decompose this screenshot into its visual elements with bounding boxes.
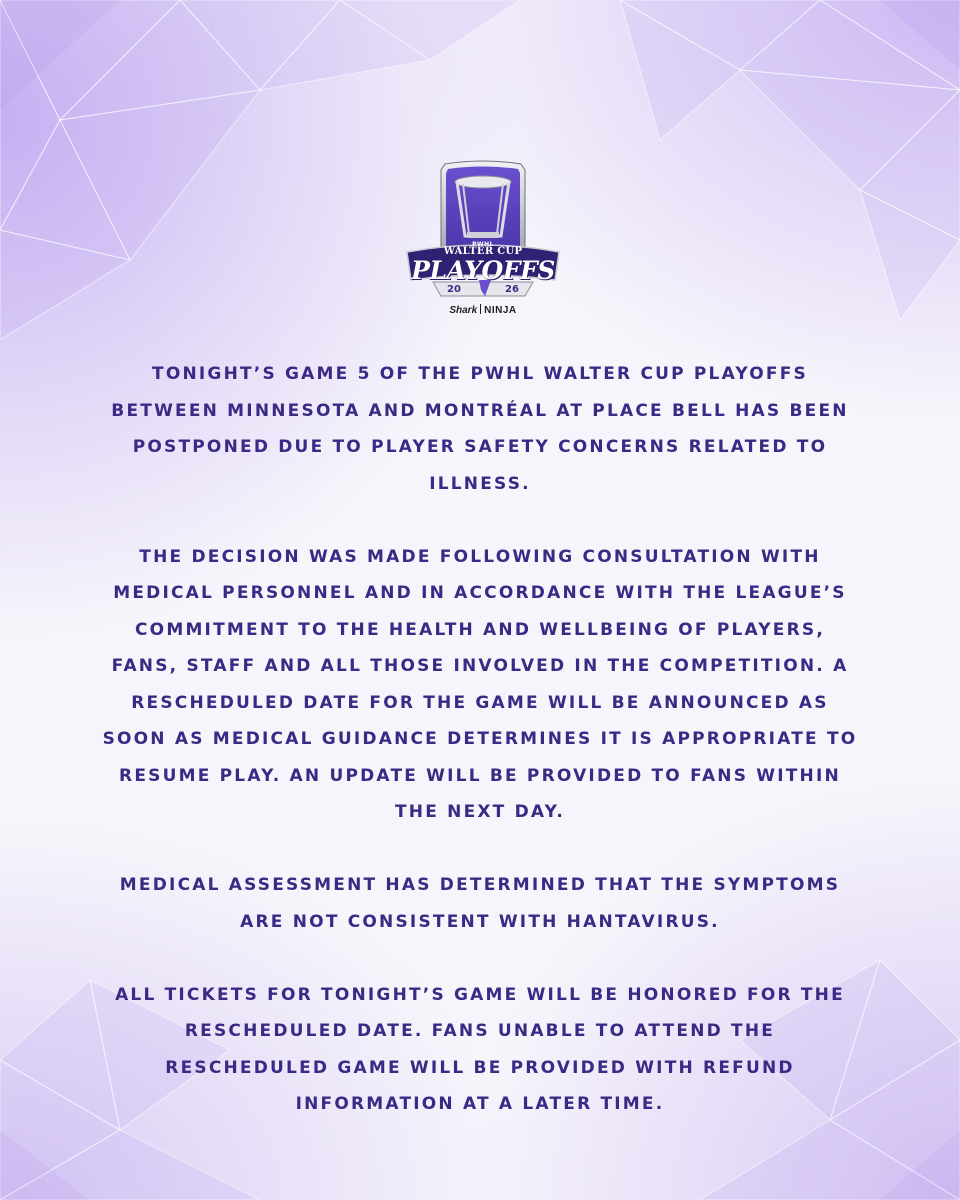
logo-line-walter-cup: WALTER CUP [443, 246, 523, 257]
statement-paragraph: MEDICAL ASSESSMENT HAS DETERMINED THAT THE SYMPTOMS ARE NOT CONSISTENT WITH HANTAVIRUS. [119, 875, 841, 932]
announcement-statement [100, 356, 860, 1123]
sponsor-name-part2: NINJA [484, 305, 517, 316]
logo-line-playoffs: PLAYOFFS [411, 256, 555, 285]
logo-year-right: 26 [505, 284, 519, 295]
statement-paragraph: ALL TICKETS FOR TONIGHT’S GAME WILL BE HONORED FOR THE RESCHEDULED DATE. FANS UNABLE TO ATTEND THE RESCHEDULED GAME WILL BE PROVIDED WITH REFUND INFORMATION AT A LATER TIME. [115, 984, 845, 1114]
sponsor-name-part1: Shark [449, 305, 478, 316]
logo-year-left: 20 [447, 284, 461, 295]
sponsor-divider [480, 304, 481, 314]
league-mark: PWHL [472, 241, 494, 248]
statement-paragraph: THE DECISION WAS MADE FOLLOWING CONSULTATION WITH MEDICAL PERSONNEL AND IN ACCORDANCE WITH THE LEAGUE’S COMMITMENT TO THE HEALTH AND WELLBEING OF PLAYERS, FANS, STAFF AND ALL THOSE INVOLVED IN THE COMPETITION. A RESCHEDULED DATE FOR THE GAME WILL BE ANNOUNCED AS SOON AS MEDICAL GUIDANCE DETERMINES IT IS APPROPRIATE TO RESUME PLAY. AN UPDATE WILL BE PROVIDED TO FANS WITHIN THE NEXT DAY. [102, 546, 858, 822]
sponsor-logo [405, 304, 561, 316]
walter-cup-playoffs-logo [405, 158, 561, 328]
statement-paragraph: TONIGHT’S GAME 5 OF THE PWHL WALTER CUP PLAYOFFS BETWEEN MINNESOTA AND MONTRÉAL AT PLACE BELL HAS BEEN POSTPONED DUE TO PLAYER SAFETY CONCERNS RELATED TO ILLNESS. [111, 364, 849, 494]
